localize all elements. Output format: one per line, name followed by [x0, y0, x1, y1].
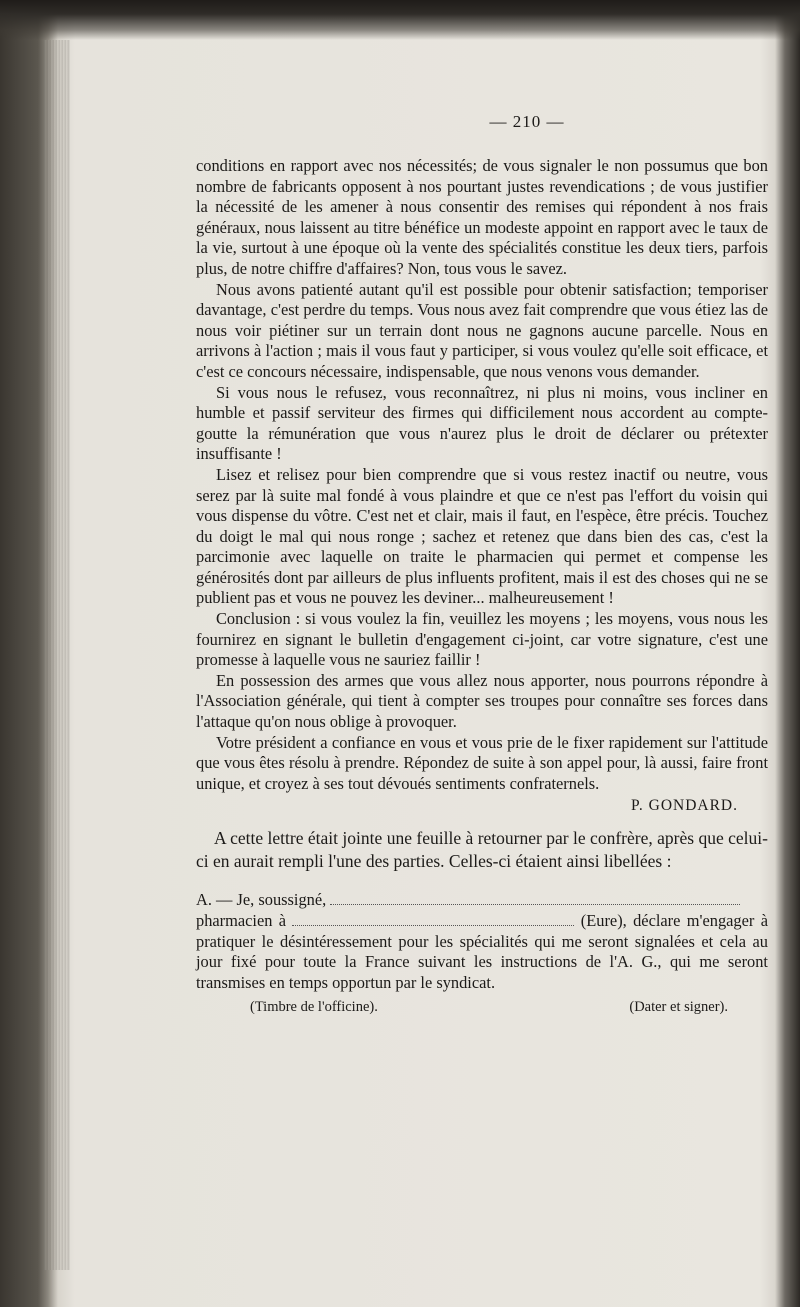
paragraph-4: Lisez et relisez pour bien comprendre que si vous restez inactif ou neutre, vous serez par là suite mal fondé à vous plaindre et que ce n'est pas l'effort du voisin qui vous dispense du vôtre. C'est net et clair, mais il faut, en l'espèce, être précis. Touchez du doigt le mal qui nous ronge ; sachez et retenez que dans bien des cas, c'est la parcimonie avec laquelle on traite le pharmacien qui permet et compense les générosités dont par ailleurs de plus influents profitent, mais il est des choses qui ne se publient pas et vous ne pouvez les deviner... malheureusement !	[196, 464, 768, 608]
name-fill-line[interactable]	[330, 904, 740, 905]
paragraph-7: Votre président a confiance en vous et vous prie de le fixer rapidement sur l'attitude que vous êtes résolu à prendre. Répondez de suite à son appel pour, là aussi, faire front unique, et croyez à ses tout dévoués sentiments confraternels.	[196, 732, 768, 793]
town-fill-line[interactable]	[292, 925, 574, 926]
page-edges	[44, 40, 70, 1270]
paragraph-2: Nous avons patienté autant qu'il est possible pour obtenir satisfaction; temporiser davantage, c'est perdre du temps. Vous nous avez fait comprendre que vous étiez las de nous voir piétiner sur un terrain dont nous ne gagnons aucune parcelle. Nous en arrivons à l'action ; mais il vous faut y participer, si vous voulez qu'elle soit efficace, et c'est ce concours nécessaire, indispensable, que nous venons vous demander.	[196, 279, 768, 381]
letter-intro: A cette lettre était jointe une feuille à retourner par le confrère, après que celui-ci en aurait rempli l'une des parties. Celles-ci étaient ainsi libellées :	[196, 828, 768, 871]
page-content	[196, 112, 768, 1018]
date-sign-label: (Dater et signer).	[629, 999, 728, 1016]
form-line-2	[196, 911, 768, 993]
paragraph-6: En possession des armes que vous allez nous apporter, nous pourrons répondre à l'Association générale, qui tient à compter ses troupes pour connaître ses forces dans l'attaque qu'on nous oblige à provoquer.	[196, 670, 768, 732]
form-declaration: (Eure), déclare m'engager à pratiquer le désintéressement pour les spécialités qui me seront signalées et cela au jour fixé pour toute la France suivant les instructions de l'A. G., qui me seront transmises en temps opportun par le syndicat.	[196, 911, 768, 992]
paragraph-3: Si vous nous le refusez, vous reconnaîtrez, ni plus ni moins, vous incliner en humble et passif serviteur des firmes qui difficilement nous accordent au compte-goutte la rémunération que vous n'aurez plus le droit de déclarer ou prétexter insuffisante !	[196, 382, 768, 464]
form-undersigned-label: A. — Je, soussigné,	[196, 890, 327, 910]
form-pharmacist-label: pharmacien à	[196, 911, 287, 930]
engagement-form	[196, 890, 768, 1018]
signature: P. GONDARD.	[630, 797, 738, 815]
page-number: — 210 —	[489, 112, 565, 131]
paragraph-5: Conclusion : si vous voulez la fin, veuillez les moyens ; les moyens, vous nous les fournirez en signant le bulletin d'engagement ci-joint, car votre signature, c'est une promesse à laquelle vous ne sauriez faillir !	[196, 609, 768, 670]
form-footer	[250, 997, 728, 1018]
paragraph-1: conditions en rapport avec nos nécessités; de vous signaler le non possumus que bon nombre de fabricants opposent à nos pourtant justes revendications ; de vous justifier la nécessité de les amener à nous consentir des remises qui répondent à nos frais généraux, nous laissent au titre bénéfice un modeste appoint en rapport avec le taux de la vie, surtout à une époque où la vente des spécialités constitue les deux tiers, parfois plus, de notre chiffre d'affaires? Non, tous vous le savez.	[196, 156, 768, 278]
stamp-label: (Timbre de l'officine).	[250, 999, 378, 1016]
book-top-edge	[0, 0, 800, 40]
form-line-1	[196, 890, 768, 911]
